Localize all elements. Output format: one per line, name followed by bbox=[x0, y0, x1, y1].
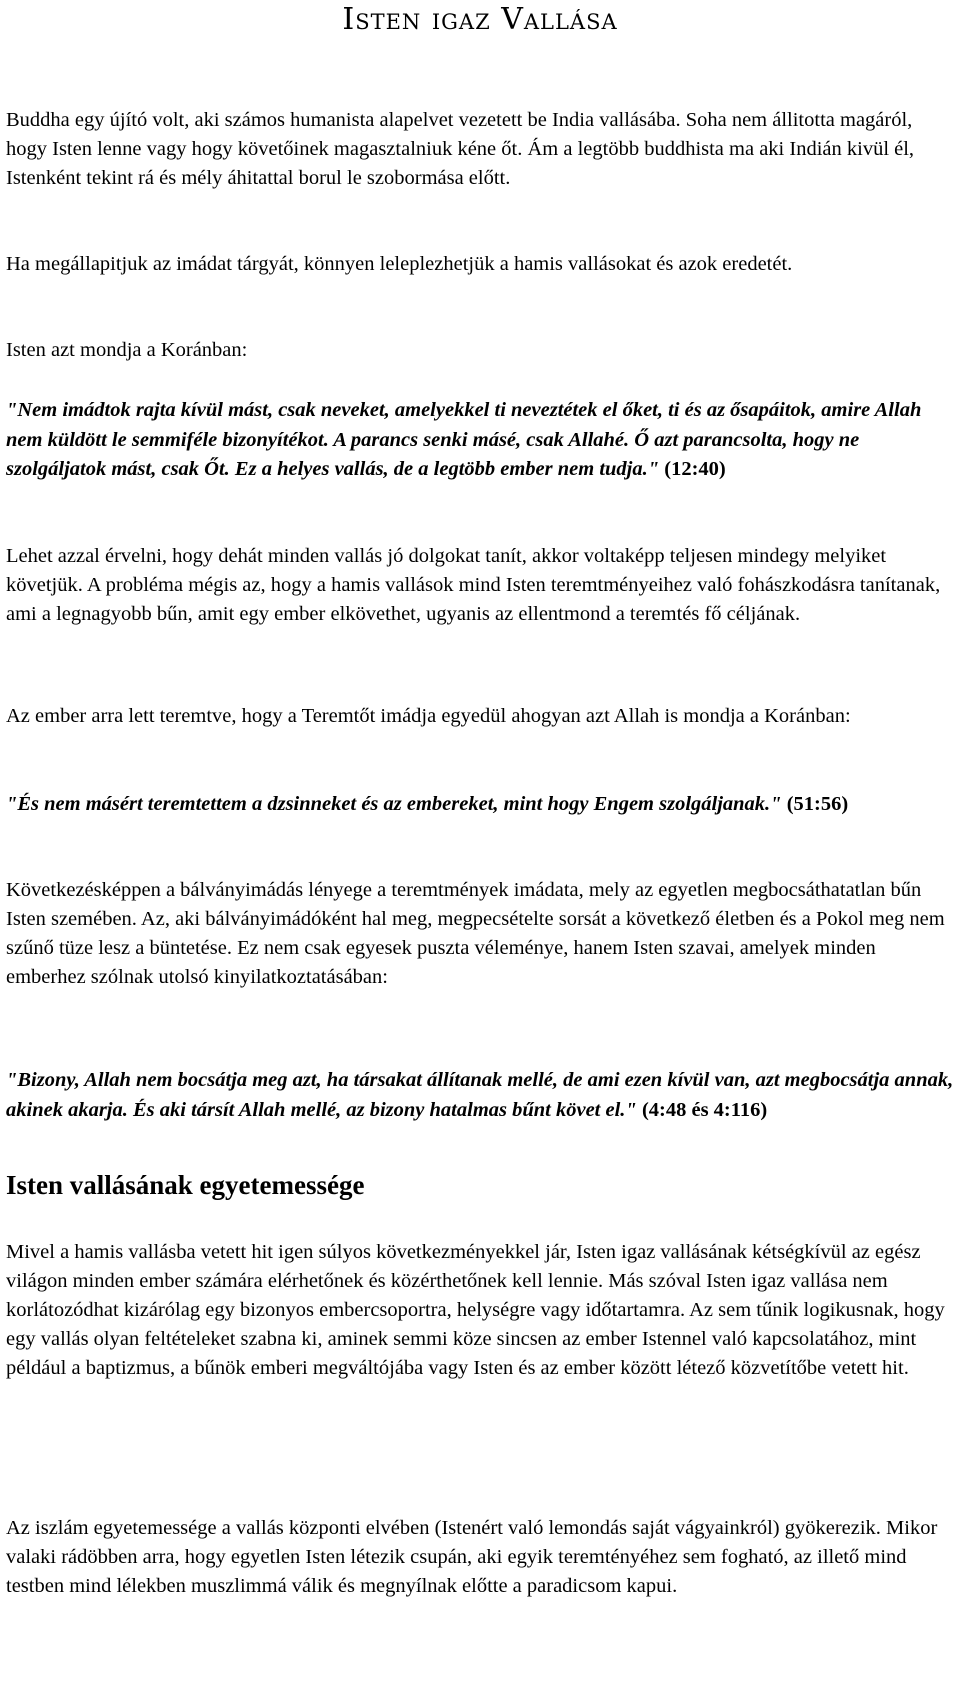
section-heading-universality: Isten vallásának egyetemessége bbox=[6, 1170, 365, 1200]
quote-text: "Nem imádtok rajta kívül mást, csak neveket, amelyekkel ti neveztétek el őket, ti és az ősapáitok, amire Allah nem küldött le semmiféle bizonyítékot. A parancs senki másé, csak Allahé. Ő azt parancsolta, hogy ne szolgáljatok mást, csak Őt. Ez a helyes vallás, de a legtöbb ember nem tudja." bbox=[6, 399, 922, 480]
paragraph-all-religions: Lehet azzal érvelni, hogy dehát minden vallás jó dolgokat tanít, akkor voltaképp teljesen mindegy melyiket követjük. A probléma mégis az, hogy a hamis vallások mind Isten teremtményeihez való fohászkodásra tanítanak, ami a legnagyobb bűn, amit egy ember elkövethet, ugyanis az ellentmond a teremtés fő céljának. bbox=[6, 545, 941, 625]
quote-reference: (4:48 és 4:116) bbox=[636, 1098, 768, 1121]
paragraph-idolatry: Következésképpen a bálványimádás lényege a teremtmények imádata, mely az egyetlen megbocsáthatatlan bűn Isten szemében. Az, aki bálványimádóként hal meg, megpecsételte sorsát a következő életben és a Pokol meg nem szűnő tüze lesz a büntetése. Ez nem csak egyesek puszta véleménye, hanem Isten szavai, amelyek minden emberhez szólnak utolsó kinyilatkoztatásában: bbox=[6, 879, 945, 988]
quote-4-48 bbox=[6, 1066, 954, 1125]
quote-51-56 bbox=[6, 790, 954, 820]
quote-12-40 bbox=[6, 396, 954, 485]
paragraph-object-of-worship: Ha megállapitjuk az imádat tárgyát, könnyen leleplezhetjük a hamis vallásokat és azok eredetét. bbox=[6, 253, 793, 275]
paragraph-buddha: Buddha egy újító volt, aki számos humanista alapelvet vezetett be India vallásába. Soha nem állitotta magáról, hogy Isten lenne vagy hogy követőinek magasztalniuk kéne őt. Ám a legtöbb buddhista ma aki Indián kivül él, Istenként tekint rá és mély áhitattal borul le szobormása előtt. bbox=[6, 109, 915, 189]
quote-reference: (51:56) bbox=[781, 793, 849, 815]
quote-reference: (12:40) bbox=[659, 458, 726, 480]
quote-text: "És nem másért teremtettem a dzsinneket és az embereket, mint hogy Engem szolgáljanak." bbox=[6, 793, 782, 815]
paragraph-islam-universality: Az iszlám egyetemessége a vallás központi elvében (Istenért való lemondás saját vágyainkról) gyökerezik. Mikor valaki rádöbben arra, hogy egyetlen Isten létezik csupán, aki egyik teremtényéhez sem fogható, az illető mind testben mind lélekben muszlimmá válik és megnyílnak előtte a paradicsom kapui. bbox=[6, 1517, 938, 1597]
paragraph-purpose-of-creation: Az ember arra lett teremtve, hogy a Teremtőt imádja egyedül ahogyan azt Allah is mondja a Koránban: bbox=[6, 705, 851, 727]
paragraph-quran-intro-1: Isten azt mondja a Koránban: bbox=[6, 339, 248, 361]
paragraph-universality: Mivel a hamis vallásba vetett hit igen súlyos következményekkel jár, Isten igaz vallásának kétségkívül az egész világon minden ember számára elérhetőnek és közérthetőnek kell lennie. Más szóval Isten igaz vallása nem korlátozódhat kizárólag egy bizonyos embercsoportra, helységre vagy időtartamra. Az sem tűnik logikusnak, hogy egy vallás olyan feltételeket szabna ki, aminek semmi köze sincsen az ember Istennel való kapcsolatához, mint például a baptizmus, a bűnök emberi megváltójába vagy Isten és az ember között létező közvetítőbe vetett hit. bbox=[6, 1241, 945, 1379]
document-title: Isten igaz Vallása bbox=[342, 2, 618, 37]
quote-text: "Bizony, Allah nem bocsátja meg azt, ha társakat állítanak mellé, de ami ezen kívül van, azt megbocsátja annak, akinek akarja. És aki társít Allah mellé, az bizony hatalmas bűnt követ el." bbox=[6, 1069, 954, 1121]
